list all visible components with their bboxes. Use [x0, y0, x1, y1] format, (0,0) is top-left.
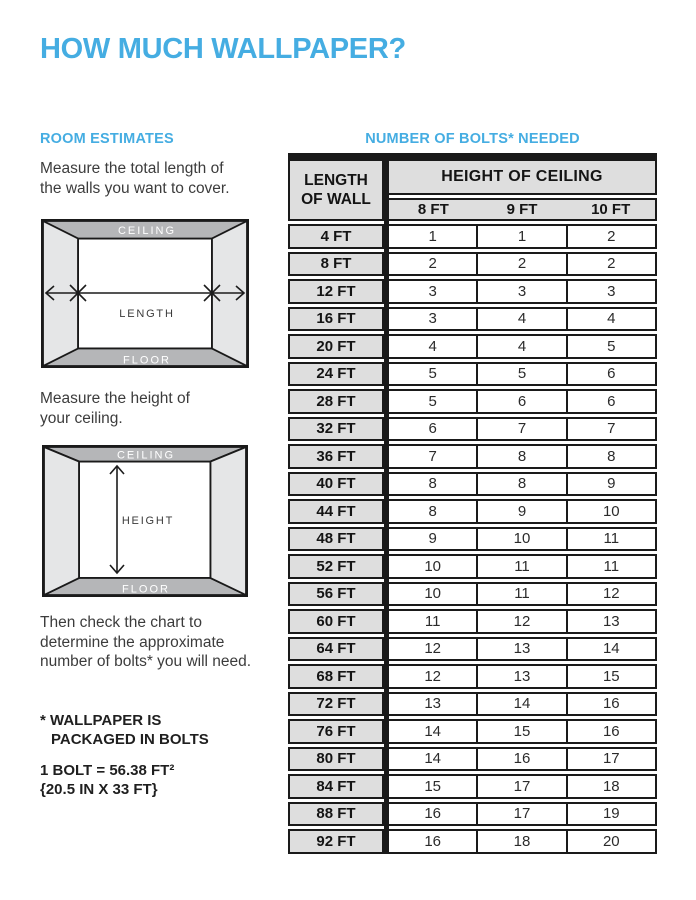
bolt-count-cell: 19 [568, 802, 657, 827]
wall-length-cell: 40 FT [288, 472, 384, 497]
bolt-count-cell: 6 [478, 389, 567, 414]
height-of-ceiling-header: HEIGHT OF CEILING [389, 159, 657, 195]
wall-length-cell: 56 FT [288, 582, 384, 607]
right-wall [211, 447, 247, 595]
bolt-count-cell: 14 [389, 719, 478, 744]
bolt-count-cell: 6 [568, 389, 657, 414]
bolt-count-cell: 2 [389, 252, 478, 277]
table-row [288, 334, 657, 359]
left-wall [44, 447, 79, 595]
bolt-count-cell: 8 [389, 472, 478, 497]
bolt-count-cell: 2 [478, 252, 567, 277]
table-row [288, 224, 657, 249]
instruction-measure-height [40, 389, 190, 428]
table-row [288, 472, 657, 497]
table-row [288, 802, 657, 827]
bolt-count-cell: 3 [478, 279, 567, 304]
room-length-diagram [41, 219, 249, 368]
bolt-count-cell: 8 [478, 444, 567, 469]
bolt-count-cell: 16 [389, 802, 478, 827]
text-line: the walls you want to cover. [40, 179, 230, 197]
bolt-count-cell: 14 [389, 747, 478, 772]
bolt-count-cell: 3 [389, 279, 478, 304]
bolt-count-cell: 18 [478, 829, 567, 854]
table-row [288, 417, 657, 442]
bolt-count-cell: 9 [568, 472, 657, 497]
bolt-count-cell: 5 [389, 362, 478, 387]
wall-length-cell: 36 FT [288, 444, 384, 469]
table-row [288, 307, 657, 332]
room-height-diagram [42, 445, 248, 597]
bolt-count-cell: 11 [478, 582, 567, 607]
bolt-count-cell: 1 [478, 224, 567, 249]
wall-length-cell: 44 FT [288, 499, 384, 524]
table-row [288, 664, 657, 689]
bolt-count-cell: 5 [568, 334, 657, 359]
bolt-count-cell: 13 [568, 609, 657, 634]
floor-label: FLOOR [122, 583, 170, 596]
bolt-count-cell: 16 [568, 692, 657, 717]
wall-length-cell: 72 FT [288, 692, 384, 717]
wall-length-cell: 68 FT [288, 664, 384, 689]
bolt-count-cell: 5 [389, 389, 478, 414]
wall-length-cell: 52 FT [288, 554, 384, 579]
table-row [288, 829, 657, 854]
bolt-count-cell: 8 [478, 472, 567, 497]
bolt-count-cell: 9 [389, 527, 478, 552]
text-line: LENGTH [304, 172, 368, 189]
table-row [288, 747, 657, 772]
bolt-count-cell: 17 [568, 747, 657, 772]
ceiling-label: CEILING [116, 449, 176, 462]
wall-length-cell: 88 FT [288, 802, 384, 827]
wall-length-cell: 80 FT [288, 747, 384, 772]
table-column-divider [384, 159, 389, 854]
wall-length-cell: 12 FT [288, 279, 384, 304]
table-row [288, 444, 657, 469]
bolt-count-cell: 14 [568, 637, 657, 662]
table-row [288, 774, 657, 799]
bolt-count-cell: 4 [478, 307, 567, 332]
wall-length-cell: 4 FT [288, 224, 384, 249]
bolt-count-cell: 3 [389, 307, 478, 332]
col-header-9ft: 9 FT [506, 201, 538, 218]
footnote-bolt-size [40, 761, 174, 799]
bolt-count-cell: 7 [389, 444, 478, 469]
bolt-count-cell: 6 [568, 362, 657, 387]
text-line: Then check the chart to [40, 614, 202, 631]
wall-length-cell: 76 FT [288, 719, 384, 744]
bolt-count-cell: 16 [478, 747, 567, 772]
wall-length-cell: 16 FT [288, 307, 384, 332]
wall-length-cell: 8 FT [288, 252, 384, 277]
col-header-8ft: 8 FT [417, 201, 449, 218]
col-header-10ft: 10 FT [591, 201, 631, 218]
text-line: {20.5 IN X 33 FT} [40, 781, 158, 798]
instruction-measure-length [40, 159, 230, 198]
bolt-table-body [288, 224, 657, 854]
bolt-count-cell: 12 [389, 664, 478, 689]
floor-label: FLOOR [123, 354, 171, 367]
bolt-count-cell: 15 [478, 719, 567, 744]
bolt-count-cell: 10 [478, 527, 567, 552]
bolt-count-cell: 2 [568, 224, 657, 249]
bolt-count-cell: 11 [568, 527, 657, 552]
text-line: 1 BOLT = 56.38 FT² [40, 762, 175, 779]
length-dimension-label: LENGTH [119, 308, 175, 320]
bolt-count-cell: 18 [568, 774, 657, 799]
bolt-count-cell: 11 [389, 609, 478, 634]
bolt-count-cell: 1 [389, 224, 478, 249]
table-row [288, 252, 657, 277]
text-line: PACKAGED IN BOLTS [51, 731, 209, 748]
bolt-count-cell: 10 [389, 582, 478, 607]
bolt-count-cell: 9 [478, 499, 567, 524]
bolt-count-cell: 17 [478, 802, 567, 827]
bolt-count-cell: 11 [478, 554, 567, 579]
table-row [288, 637, 657, 662]
bolt-count-cell: 8 [389, 499, 478, 524]
bolt-count-cell: 10 [568, 499, 657, 524]
bolt-count-cell: 20 [568, 829, 657, 854]
bolt-count-cell: 14 [478, 692, 567, 717]
table-row [288, 609, 657, 634]
bolt-count-cell: 13 [478, 637, 567, 662]
wall-length-cell: 32 FT [288, 417, 384, 442]
wall-length-cell: 64 FT [288, 637, 384, 662]
ceiling-height-subheaders [389, 198, 657, 221]
bolt-count-cell: 16 [389, 829, 478, 854]
bolt-count-cell: 10 [389, 554, 478, 579]
bolt-count-cell: 13 [478, 664, 567, 689]
table-row [288, 362, 657, 387]
bolt-count-cell: 4 [478, 334, 567, 359]
bolt-count-cell: 15 [389, 774, 478, 799]
table-row [288, 582, 657, 607]
text-line: * WALLPAPER IS [40, 712, 162, 729]
height-dimension-label: HEIGHT [121, 515, 175, 527]
text-line: OF WALL [301, 191, 371, 208]
section-title-room-estimates: ROOM ESTIMATES [40, 131, 174, 147]
text-line: your ceiling. [40, 409, 123, 427]
bolt-count-cell: 2 [568, 252, 657, 277]
table-row [288, 527, 657, 552]
page-title: HOW MUCH WALLPAPER? [40, 33, 406, 65]
bolt-count-cell: 11 [568, 554, 657, 579]
table-row [288, 279, 657, 304]
section-title-bolts-needed: NUMBER OF BOLTS* NEEDED [365, 131, 580, 147]
bolt-count-cell: 7 [478, 417, 567, 442]
text-line: determine the approximate [40, 633, 225, 651]
ceiling-label: CEILING [117, 225, 177, 237]
wall-length-cell: 28 FT [288, 389, 384, 414]
text-line: number of bolts* you will need. [40, 653, 252, 670]
bolt-count-cell: 12 [478, 609, 567, 634]
table-row [288, 499, 657, 524]
bolt-count-cell: 12 [568, 582, 657, 607]
footnote-bolt-packaging [40, 711, 209, 749]
bolt-count-cell: 16 [568, 719, 657, 744]
bolt-count-cell: 5 [478, 362, 567, 387]
bolts-needed-table [288, 153, 657, 854]
bolt-count-cell: 12 [389, 637, 478, 662]
bolt-count-cell: 15 [568, 664, 657, 689]
wall-length-cell: 24 FT [288, 362, 384, 387]
wall-length-cell: 92 FT [288, 829, 384, 854]
bolt-count-cell: 4 [389, 334, 478, 359]
table-row [288, 719, 657, 744]
wall-length-cell: 60 FT [288, 609, 384, 634]
instruction-check-chart [40, 613, 251, 672]
wall-length-cell: 48 FT [288, 527, 384, 552]
wall-length-cell: 20 FT [288, 334, 384, 359]
bolt-count-cell: 7 [568, 417, 657, 442]
bolt-count-cell: 8 [568, 444, 657, 469]
bolt-count-cell: 17 [478, 774, 567, 799]
length-of-wall-header [288, 159, 384, 221]
table-row [288, 389, 657, 414]
text-line: Measure the height of [40, 390, 190, 407]
bolt-count-cell: 4 [568, 307, 657, 332]
table-row [288, 692, 657, 717]
bolt-count-cell: 3 [568, 279, 657, 304]
bolt-count-cell: 13 [389, 692, 478, 717]
bolt-count-cell: 6 [389, 417, 478, 442]
table-header [288, 159, 657, 221]
table-row [288, 554, 657, 579]
text-line: Measure the total length of [40, 160, 224, 177]
wall-length-cell: 84 FT [288, 774, 384, 799]
